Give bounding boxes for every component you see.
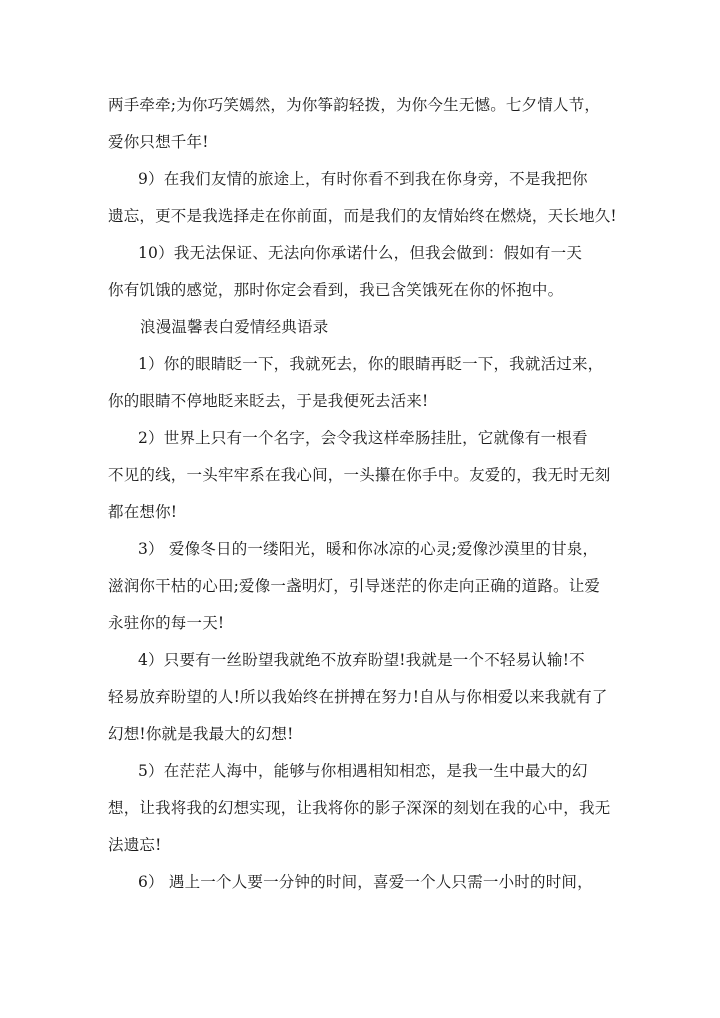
text-line: 法遗忘! [108, 836, 162, 854]
text-line: 想，让我将我的幻想实现，让我将你的影子深深的刻划在我的心中，我无 [108, 799, 611, 817]
text-line: 1）你的眼睛眨一下，我就死去，你的眼睛再眨一下，我就活过来， [138, 355, 604, 373]
text-line: 不见的线，一头牢牢系在我心间，一头攥在你手中。友爱的，我无时无刻 [108, 466, 611, 484]
text-line: 滋润你干枯的心田;爱像一盏明灯，引导迷茫的你走向正确的道路。让爱 [108, 577, 601, 595]
text-line: 幻想!你就是我最大的幻想! [108, 725, 294, 743]
text-line: 6） 遇上一个人要一分钟的时间，喜爱一个人只需一小时的时间， [138, 873, 593, 891]
text-line: 都在想你! [108, 503, 178, 521]
text-line: 5）在茫茫人海中，能够与你相遇相知相恋，是我一生中最大的幻 [138, 762, 588, 780]
text-line: 永驻你的每一天! [108, 614, 225, 632]
text-line: 你的眼睛不停地眨来眨去，于是我便死去活来! [108, 392, 429, 410]
section-heading: 浪漫温馨表白爱情经典语录 [140, 318, 329, 336]
text-line: 10）我无法保证、无法向你承诺什么，但我会做到：假如有一天 [138, 244, 583, 262]
text-line: 2）世界上只有一个名字，会令我这样牵肠挂肚，它就像有一根看 [138, 429, 588, 447]
text-line: 3） 爱像冬日的一缕阳光，暖和你冰凉的心灵;爱像沙漠里的甘泉， [138, 540, 599, 558]
text-line: 爱你只想千年! [108, 133, 209, 151]
text-line: 两手牵牵;为你巧笑嫣然，为你筝韵轻拨，为你今生无憾。七夕情人节， [108, 96, 601, 114]
text-line: 你有饥饿的感觉，那时你定会看到，我已含笑饿死在你的怀抱中。 [108, 281, 564, 299]
text-line: 遗忘，更不是我选择走在你前面，而是我们的友情始终在燃烧，天长地久! [108, 207, 617, 225]
text-line: 4）只要有一丝盼望我就绝不放弃盼望!我就是一个不轻易认输!不 [138, 651, 585, 669]
text-line: 9）在我们友情的旅途上，有时你看不到我在你身旁，不是我把你 [138, 170, 588, 188]
text-line: 轻易放弃盼望的人!所以我始终在拼搏在努力!自从与你相爱以来我就有了 [108, 688, 608, 706]
